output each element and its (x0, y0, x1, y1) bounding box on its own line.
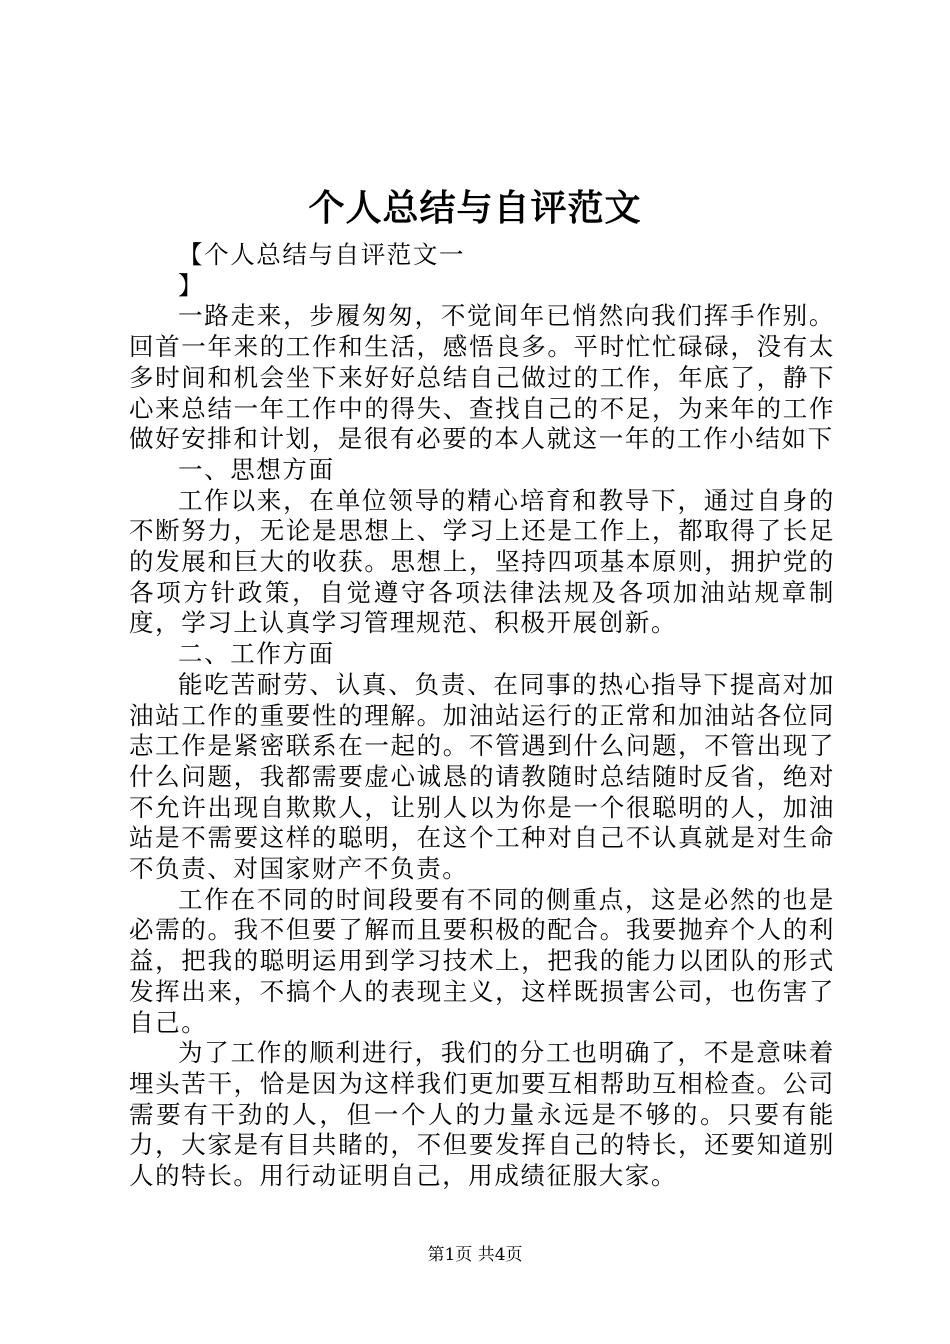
section-heading-thought: 一、思想方面 (178, 454, 335, 484)
paragraph-work-1: 能吃苦耐劳、认真、负责、在同事的热心指导下提高对加油站工作的重要性的理解。加油站运行的正常和加油站各位同志工作是紧密联系在一起的。不管遇到什么问题，不管出现了什么问题，我都需要虚心诚恳的请教随时总结随时反省，绝对不允许出现自欺欺人，让别人以为你是一个很聪明的人，加油站是不需要这样的聪明，在这个工种对自己不认真就是对生命不负责、对国家财产不负责。 (129, 669, 835, 884)
paragraph-work-2: 工作在不同的时间段要有不同的侧重点，这是必然的也是必需的。我不但要了解而且要积极的配合。我要抛弃个人的利益，把我的聪明运用到学习技术上，把我的能力以团队的形式发挥出来，不搞个人的表现主义，这样既损害公司，也伤害了自己。 (129, 884, 835, 1037)
page-number-footer: 第1页 共4页 (427, 1245, 523, 1265)
paragraph-thought: 工作以来，在单位领导的精心培育和教导下，通过自身的不断努力，无论是思想上、学习上还是工作上，都取得了长足的发展和巨大的收获。思想上，坚持四项基本原则，拥护党的各项方针政策，自觉遵守各项法律法规及各项加油站规章制度，学习上认真学习管理规范、积极开展创新。 (129, 485, 835, 638)
subheading-open: 【个人总结与自评范文一 (178, 240, 466, 269)
subheading-close: 】 (178, 270, 205, 300)
paragraph-work-3: 为了工作的顺利进行，我们的分工也明确了，不是意味着埋头苦干，恰是因为这样我们更加要互相帮助互相检查。公司需要有干劲的人，但一个人的力量永远是不够的。只要有能力，大家是有目共睹的，不但要发挥自己的特长，还要知道别人的特长。用行动证明自己，用成绩征服大家。 (129, 1038, 835, 1191)
section-heading-work: 二、工作方面 (178, 639, 335, 669)
document-body (129, 240, 835, 1192)
document-title: 个人总结与自评范文 (308, 187, 642, 229)
paragraph-intro: 一路走来，步履匆匆，不觉间年已悄然向我们挥手作别。回首一年来的工作和生活，感悟良多。平时忙忙碌碌，没有太多时间和机会坐下来好好总结自己做过的工作，年底了，静下心来总结一年工作中的得失、查找自己的不足，为来年的工作做好安排和计划，是很有必要的本人就这一年的工作小结如下 (129, 301, 835, 454)
